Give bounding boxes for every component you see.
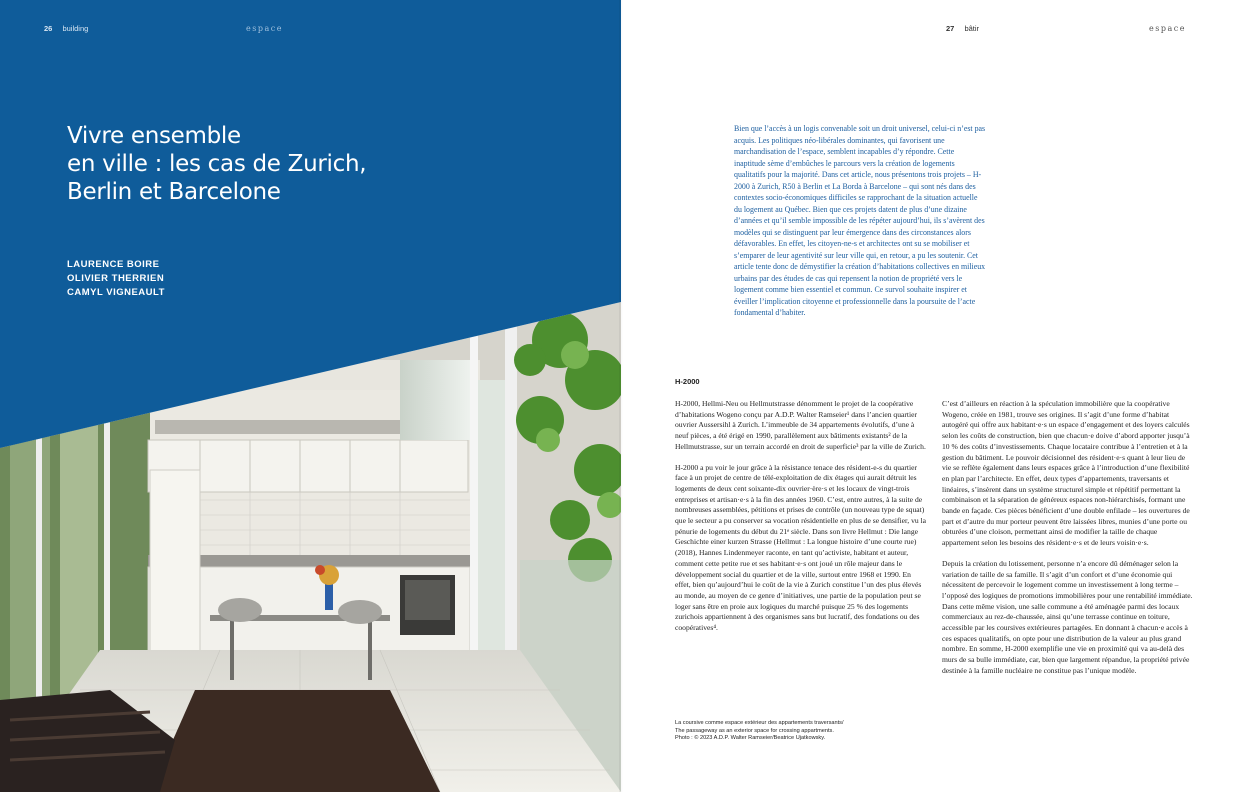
page-number: 27 [946, 24, 955, 33]
right-page [621, 0, 1242, 792]
body-paragraph: C’est d’ailleurs en réaction à la spéculation immobilière que la coopérative Wogeno, créée en 1981, trouve ses origines. Il s’agit d’une forme d’habitat autogéré qui offre aux habitant·e·s un espace d’engagement et des loyers calculés selon les coûts de construction, bien que chacun·e doive d’abord apporter jusqu’à 10 % des coûts d’investissements. Chaque locataire contribue à l’entretien et à la gestion du bâtiment. Le pouvoir décisionnel des résident·e·s quant à leur lieu de vie se reflète également dans leurs espaces grâce à l’introduction d’une flexibilité en plan par l’architecte. En effet, deux types d’appartements, traversants et linéaires, s’insèrent dans un système structurel simple et répétitif permettant la combinaison et la séparation de généreux espaces non-hiérarchisés, formant une bande en façade. Ces pièces bénéficient d’une double enfilade – les ouvertures de part et d’autre du mur porteur peuvent être laissées libres, munies d’une porte ou obturées d’une cloison, permettant ainsi de modifier la taille de chaque appartement selon les besoins des résident·e·s et de leurs voisin·e·s. [942, 399, 1190, 548]
title-line: Vivre ensemble [67, 123, 241, 149]
author-name: LAURENCE BOIRE [67, 259, 160, 270]
magazine-name: espace [246, 24, 283, 33]
caption-line: The passageway as an exterior space for crossing appartments. [675, 727, 834, 734]
title-line: Berlin et Barcelone [67, 179, 281, 205]
title-line: en ville : les cas de Zurich, [67, 151, 367, 177]
text-column-1 [675, 399, 927, 644]
photo-caption [675, 720, 905, 743]
article-title [67, 122, 427, 206]
right-page-folio [946, 24, 979, 33]
body-paragraph: H-2000 a pu voir le jour grâce à la résistance tenace des résident-e-s du quartier face à un projet de centre de télé-exploitation de dix étages qui aurait détruit les logements de deux cent soixante-dix ouvrier·ère·s et les locaux de vingt-trois entreprises et artisan·e·s à la fin des années 1960. C’est, entre autres, à la suite de nombreuses assemblées, pétitions et prises de contrôle (un nouveau type de squat) que le secteur a pu conserver sa vocation résidentielle en plus de se densifier, vu la pénurie de logements du début du 21ᵉ siècle. Dans son livre Hellmut : Die lange Geschichte einer kurzen Strasse (Hellmut : La longue histoire d’une courte rue) (2018), Hannes Lindenmeyer raconte, en tant qu’activiste, habitant et auteur, comment cette petite rue et ses habitant·e·s ont joué un rôle majeur dans le développement social du quartier et de la ville, surtout entre 1968 et 1990. En effet, bien qu’aujourd’hui le coût de la vie à Zurich constitue l’un des plus élevés au monde, au moyen de ce genre d’initiatives, une partie de la population peut se loger sans être en proie aux logiques du marché puisque 25 % des logements zurichois appartiennent à des organismes sans but lucratif, des fondations ou des coopératives⁴. [675, 462, 927, 633]
page-number: 26 [44, 24, 53, 33]
author-name: OLIVIER THERRIEN [67, 273, 165, 284]
body-paragraph: H-2000, Hellmi-Neu ou Hellmutstrasse dénomment le projet de la coopérative d’habitations Wogeno conçu par A.D.P. Walter Ramseier¹ dans l’ancien quartier ouvrier Aussersihl à Zurich. L’immeuble de 34 appartements évolutifs, d’une à neuf pièces, a été érigé en 1990, parallèlement aux bâtiments existants² de la Hellmutstrasse, sur un terrain accordé en droit de superficie³ par la ville de Zurich. [675, 399, 926, 451]
left-page-folio [44, 24, 88, 33]
intro-paragraph: Bien que l’accès à un logis convenable soit un droit universel, celui-ci n’est pas acquis. Les politiques néo-libérales dominantes, qui favorisent une marchandisation de l’espace, semblent incapables d’y répondre. Cette inaptitude sème d’embûches le parcours vers la création de logements qualitatifs pour la majorité. Dans cet article, nous présentons trois projets – H-2000 à Zurich, R50 à Berlin et La Borda à Barcelone – qui sont nés dans des contextes socio-économiques difficiles se rapprochant de la situation actuelle du logement au Québec. Bien que ces projets datent de plus d’une dizaine d’années et qu’il semble impossible de les répéter aujourd’hui, ils s’avèrent des modèles qui se distinguent par leur émergence dans des circonstances alors défavorables. En effet, les citoyen-ne-s et architectes ont su se mobiliser et s’emparer de leur agentivité sur leur ville qui, en retour, a pu les soutenir. Cet article tente donc de démystifier la création d’habitations collectives en milieux urbains par des études de cas qui repensent la notion de propriété vers le logement comme bien essentiel et commun. Ce survol souhaite inspirer et éveiller l’implication citoyenne et professionnelle dans la poursuite de l’acte fondamental d’habiter. [734, 124, 986, 317]
body-paragraph: Depuis la création du lotissement, personne n’a encore dû déménager selon la variation de taille de sa famille. Il s’agit d’un confort et d’une économie qui nécessitent de percevoir le logement comme un investissement à long terme – l’opposé des logiques de promotions immobilières pour une rentabilité immédiate. Dans cette même vision, une salle commune a été aménagée parmi des locaux commerciaux au rez-de-chaussée, ainsi qu’une terrasse continue en toiture, accessible par les coursives extérieures partagées. En donnant à chacun·e accès à ces espaces qualitatifs, on opte pour une distribution de la valeur au plus grand nombre. En somme, H-2000 exemplifie une vie en proximité qui va au-delà des murs de sa bulle immédiate, car, bien que largement répandue, la propriété privée destinée à la famille nucléaire ne constitue pas l’unique modèle. [942, 558, 1193, 675]
caption-line: Photo : © 2023 A.D.P. Walter Ramseier/Beatrice Ujatkowsky. [675, 735, 826, 742]
section-label: bâtir [964, 24, 980, 33]
section-label: building [62, 24, 89, 33]
author-name: CAMYL VIGNEAULT [67, 287, 165, 298]
caption-line: La coursive comme espace extérieur des appartements traversants/ [675, 720, 844, 726]
author-list [67, 258, 165, 300]
magazine-name: espace [1149, 24, 1186, 33]
page-gutter [619, 0, 623, 792]
text-column-2 [942, 399, 1194, 687]
section-heading: H-2000 [675, 377, 700, 386]
